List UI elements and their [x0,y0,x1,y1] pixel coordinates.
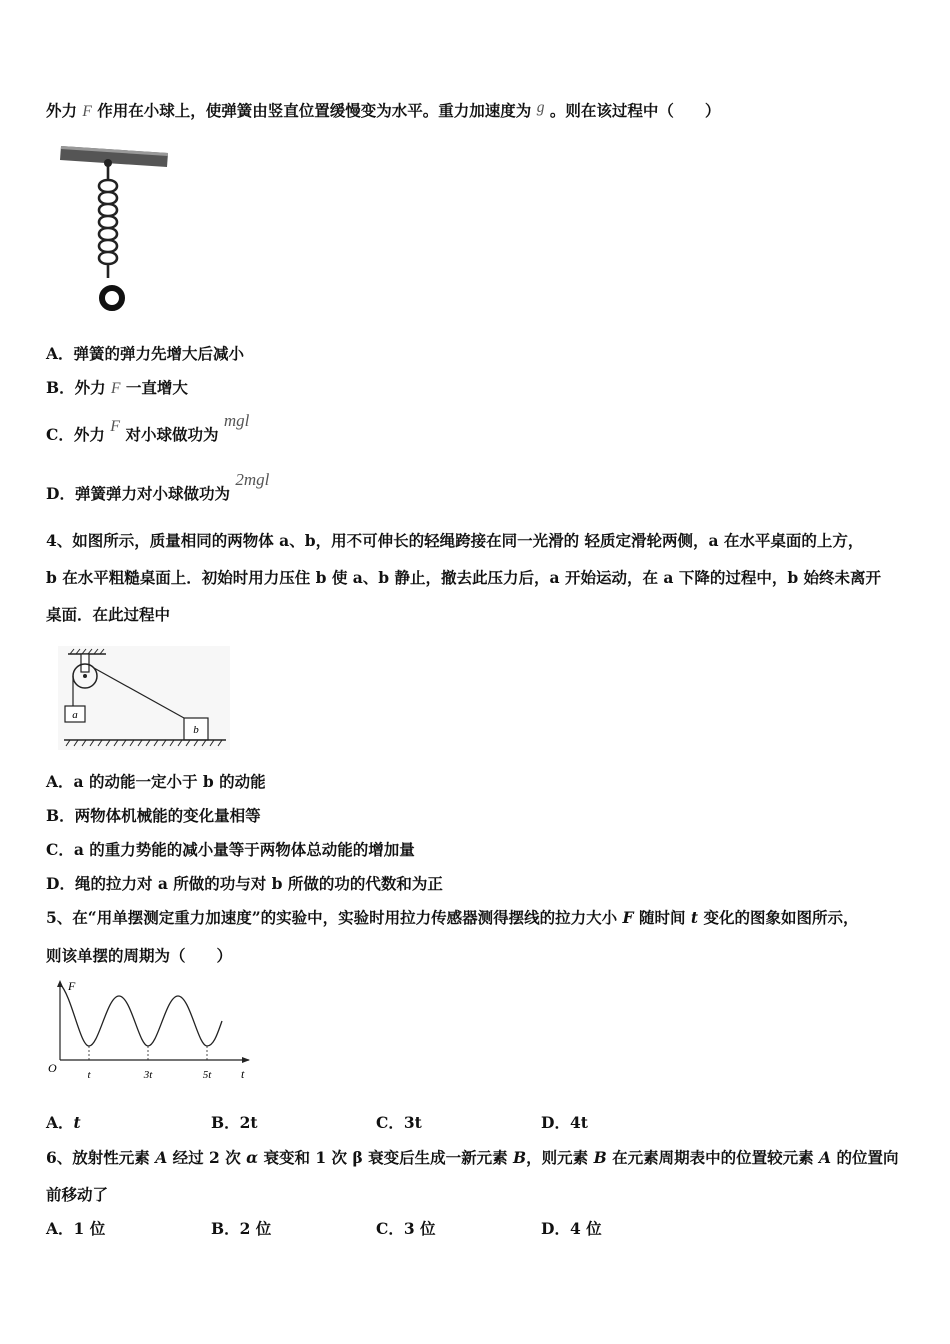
q5-option-d-value: 4t [569,1113,588,1132]
block-b-label: b [193,724,199,736]
q6-option-a: A．1 位 [46,1219,106,1238]
q3-option-c [46,411,250,446]
q6-stem-text-4: ，则元素 [526,1148,589,1167]
q6-option-b: B．2 位 [211,1219,272,1238]
q3-option-b-text-2: 一直增大 [125,378,188,397]
pulley-figure [58,646,230,750]
q5-option-c [376,1113,422,1133]
force-time-graph [44,976,259,1086]
q5-option-a [46,1113,81,1133]
q6-var-A-2: A [819,1148,832,1167]
q6-stem-text-3: 衰变和 1 次 β 衰变后生成一新元素 [263,1148,508,1167]
spring-figure [58,140,173,315]
q4-stem-line-3: 桌面．在此过程中 [46,605,171,624]
pulley-mount [81,654,89,672]
q4-option-b: B．两物体机械能的变化量相等 [46,806,261,825]
q5-var-F: F [622,908,634,927]
q6-var-A: A [155,1148,168,1167]
q3-option-b [46,378,188,399]
q5-option-d [541,1113,588,1133]
q3-option-c-var: F [110,418,121,435]
q3-stem-text-2: 作用在小球上，使弹簧由竖直位置缓慢变为水平。重力加速度为 [97,101,532,120]
q6-alpha: α [246,1148,259,1167]
q5-stem-line-1 [46,908,858,928]
q3-option-d-text: D．弹簧弹力对小球做功为 [46,484,230,503]
q3-option-b-var: F [111,380,121,397]
ball [102,288,122,308]
q3-var-g: g [536,99,545,116]
q5-stem-line-2: 则该单摆的周期为（ ） [46,946,233,965]
q3-stem [46,101,720,122]
tick-label-5t: 5t [202,1069,212,1081]
q6-var-B: B [513,1148,527,1167]
q3-stem-text-1: 外力 [46,101,78,120]
q6-stem-line-1 [46,1148,898,1168]
spring-coil [99,163,117,278]
q6-stem-text-5: 在元素周期表中的位置较元素 [612,1148,814,1167]
q4-stem-line-2: b 在水平粗糙桌面上．初始时用力压住 b 使 a、b 静止，撤去此压力后，a 开始运动，在 a 下降的过程中，b 始终未离开 [46,568,882,587]
q3-stem-text-3: 。则在该过程中（ ） [549,101,721,120]
q3-option-c-text-1: C．外力 [46,425,105,444]
q3-option-d [46,470,270,504]
q6-stem-text-1: 6、放射性元素 [46,1148,150,1167]
q6-var-B-2: B [593,1148,607,1167]
q5-option-b-value: 2t [239,1113,258,1132]
tick-label-3t: 3t [143,1069,153,1081]
q4-option-c: C．a 的重力势能的减小量等于两物体总动能的增加量 [46,840,415,859]
q5-option-b-letter: B． [211,1113,240,1132]
q3-option-a: A．弹簧的弹力先增大后减小 [46,344,245,363]
q5-var-t: t [690,908,699,927]
q3-var-F: F [82,103,92,120]
q3-option-c-text-2: 对小球做功为 [125,425,219,444]
q6-stem-text-6: 的位置向 [836,1148,899,1167]
q5-stem-text-2: 随时间 [638,908,686,927]
q6-stem-text-2: 经过 2 次 [172,1148,241,1167]
block-a-label: a [72,709,78,721]
q5-option-c-letter: C． [376,1113,404,1132]
force-curve [60,984,222,1046]
tick-label-t: t [87,1069,91,1081]
q5-option-b [211,1113,258,1133]
q5-option-a-letter: A． [46,1113,74,1132]
q3-option-c-expr: mgl [223,411,250,430]
q6-option-c: C．3 位 [376,1219,436,1238]
q5-stem-text-1: 5、在“用单摆测定重力加速度”的实验中，实验时用拉力传感器测得摆线的拉力大小 [46,908,618,927]
q4-option-a: A．a 的动能一定小于 b 的动能 [46,772,266,791]
origin-label: O [48,1061,57,1075]
q5-stem-text-3: 变化的图象如图所示， [703,908,859,927]
q5-option-c-value: 3t [403,1113,422,1132]
q4-stem-line-1: 4、如图所示，质量相同的两物体 a、b，用不可伸长的轻绳跨接在同一光滑的 轻质定滑轮两侧，a 在水平桌面的上方， [46,531,864,550]
q6-option-d: D．4 位 [541,1219,602,1238]
x-axis-label: t [241,1067,245,1081]
q5-option-d-letter: D． [541,1113,570,1132]
q6-stem-line-2: 前移动了 [46,1185,109,1204]
q5-option-a-value: t [73,1113,81,1132]
q3-option-d-expr: 2mgl [235,470,270,489]
q3-option-b-text-1: B．外力 [46,378,106,397]
y-axis-label: F [68,979,76,993]
q4-option-d: D．绳的拉力对 a 所做的功与对 b 所做的功的代数和为正 [46,874,443,893]
